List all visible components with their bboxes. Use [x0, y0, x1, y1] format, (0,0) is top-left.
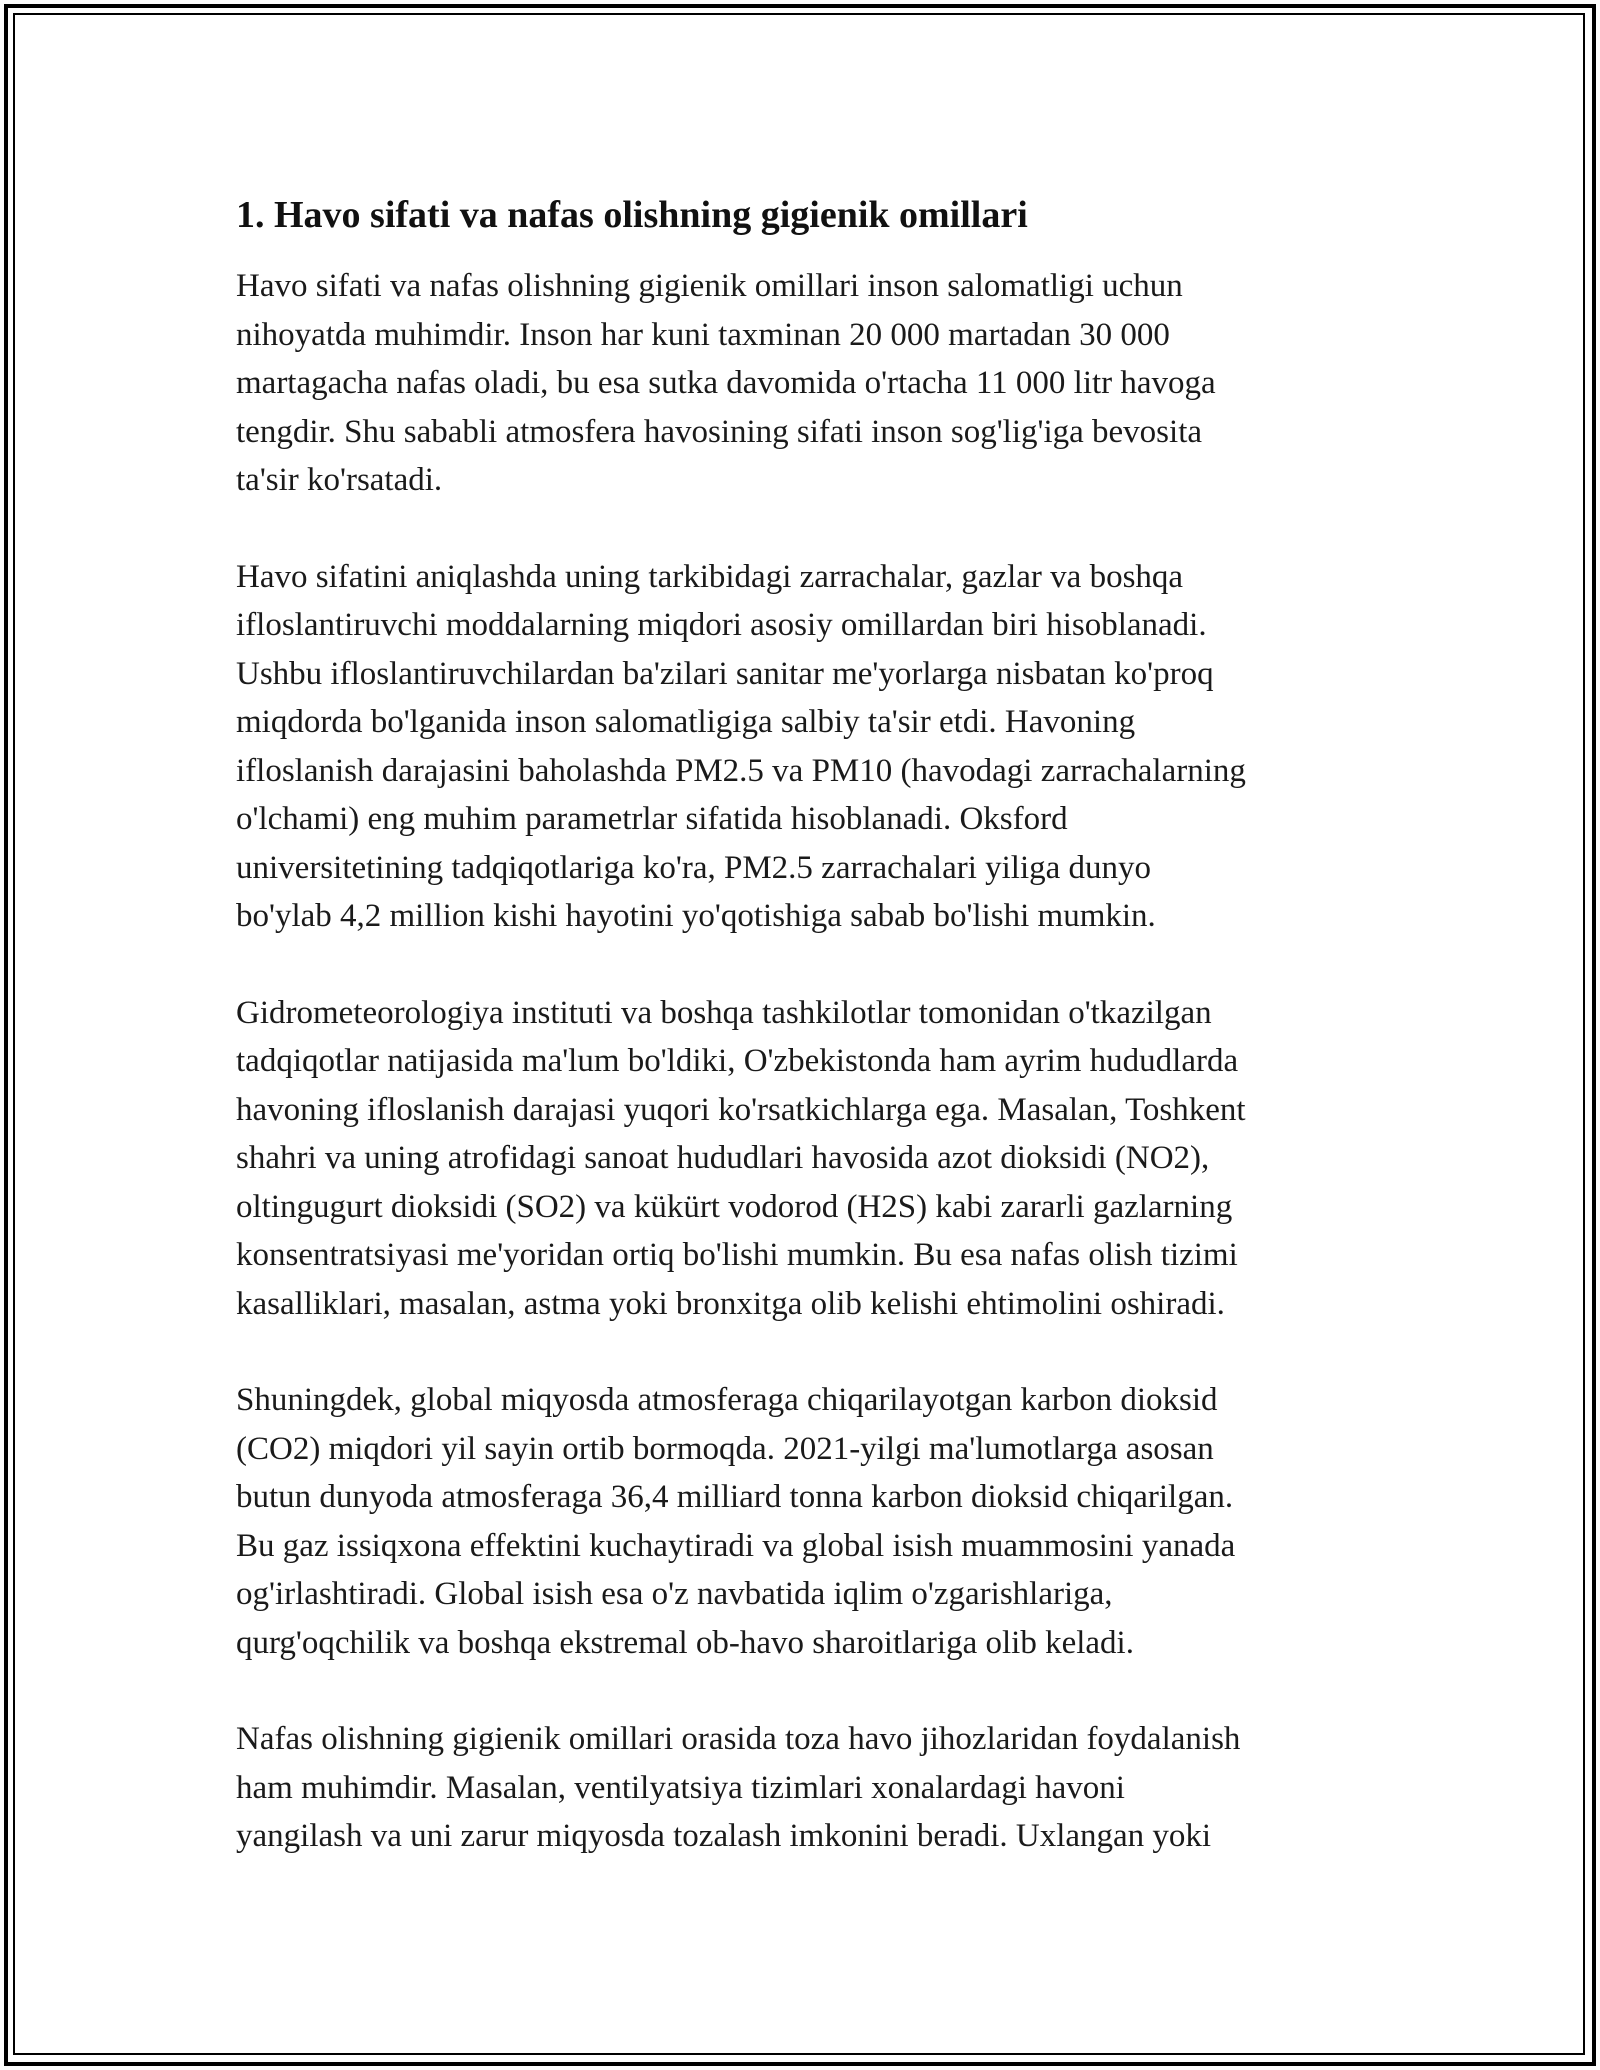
text-line: Bu gaz issiqxona effektini kuchaytiradi va global isish muammosini yanada: [236, 1527, 1236, 1564]
text-line: bo'ylab 4,2 million kishi hayotini yo'qotishiga sabab bo'lishi mumkin.: [236, 898, 1156, 934]
text-line: miqdorda bo'lganida inson salomatligiga salbiy ta'sir etdi. Havoning: [236, 704, 1136, 740]
paragraph-2: [236, 553, 1386, 941]
text-line: universitetining tadqiqotlariga ko'ra, PM2.5 zarrachalari yiliga dunyo: [236, 849, 1152, 886]
text-line: Shuningdek, global miqyosda atmosferaga chiqarilayotgan karbon dioksid: [236, 1382, 1218, 1418]
text-line: butun dunyoda atmosferaga 36,4 milliard tonna karbon dioksid chiqarilgan.: [236, 1479, 1234, 1515]
text-line: oltingugurt dioksidi (SO2) va kükürt vodorod (H2S) kabi zararli gazlarning: [236, 1188, 1233, 1225]
text-line: ifloslantiruvchi moddalarning miqdori asosiy omillardan biri hisoblanadi.: [236, 607, 1207, 643]
text-line: o'lchami) eng muhim parametrlar sifatida hisoblanadi. Oksford: [236, 801, 1068, 837]
paragraph-3: [236, 989, 1386, 1329]
text-line: ta'sir ko'rsatadi.: [236, 462, 443, 498]
text-line: Nafas olishning gigienik omillari orasida toza havo jihozlaridan foydalanish: [236, 1721, 1241, 1757]
text-line: Havo sifatini aniqlashda uning tarkibidagi zarrachalar, gazlar va boshqa: [236, 558, 1184, 595]
paragraph-4: [236, 1376, 1386, 1667]
text-line: martagacha nafas oladi, bu esa sutka davomida o'rtacha 11 000 litr havoga: [236, 365, 1216, 401]
paragraph-5: [236, 1715, 1386, 1861]
text-line: ifloslanish darajasini baholashda PM2.5 va PM10 (havodagi zarrachalarning: [236, 752, 1246, 789]
text-line: kasalliklari, masalan, astma yoki bronxitga olib kelishi ehtimolini oshiradi.: [236, 1285, 1225, 1322]
text-line: (CO2) miqdori yil sayin ortib bormoqda. 2021-yilgi ma'lumotlarga asosan: [236, 1430, 1214, 1467]
text-line: konsentratsiyasi me'yoridan ortiq bo'lishi mumkin. Bu esa nafas olish tizimi: [236, 1237, 1238, 1273]
text-line: qurg'oqchilik va boshqa ekstremal ob-havo sharoitlariga olib keladi.: [236, 1624, 1134, 1661]
document-body: [236, 190, 1386, 1909]
text-line: Havo sifati va nafas olishning gigienik omillari inson salomatligi uchun: [236, 268, 1183, 304]
text-line: tadqiqotlar natijasida ma'lum bo'ldiki, O'zbekistonda ham ayrim hududlarda: [236, 1043, 1239, 1079]
text-line: nihoyatda muhimdir. Inson har kuni taxminan 20 000 martadan 30 000: [236, 316, 1170, 353]
text-line: shahri va uning atrofidagi sanoat hududlari havosida azot dioksidi (NO2),: [236, 1140, 1210, 1176]
text-line: Gidrometeorologiya instituti va boshqa tashkilotlar tomonidan o'tkazilgan: [236, 994, 1212, 1031]
text-line: og'irlashtiradi. Global isish esa o'z navbatida iqlim o'zgarishlariga,: [236, 1576, 1113, 1612]
text-line: Ushbu ifloslantiruvchilardan ba'zilari sanitar me'yorlarga nisbatan ko'proq: [236, 655, 1214, 692]
text-line: tengdir. Shu sababli atmosfera havosining sifati inson sog'lig'iga bevosita: [236, 413, 1203, 450]
section-heading: 1. Havo sifati va nafas olishning gigienik omillari: [236, 194, 1028, 236]
text-line: yangilash va uni zarur miqyosda tozalash imkonini beradi. Uxlangan yoki: [236, 1818, 1212, 1854]
paragraph-1: [236, 262, 1386, 505]
text-line: ham muhimdir. Masalan, ventilyatsiya tizimlari xonalardagi havoni: [236, 1769, 1125, 1806]
text-line: havoning ifloslanish darajasi yuqori ko'rsatkichlarga ega. Masalan, Toshkent: [236, 1091, 1246, 1128]
